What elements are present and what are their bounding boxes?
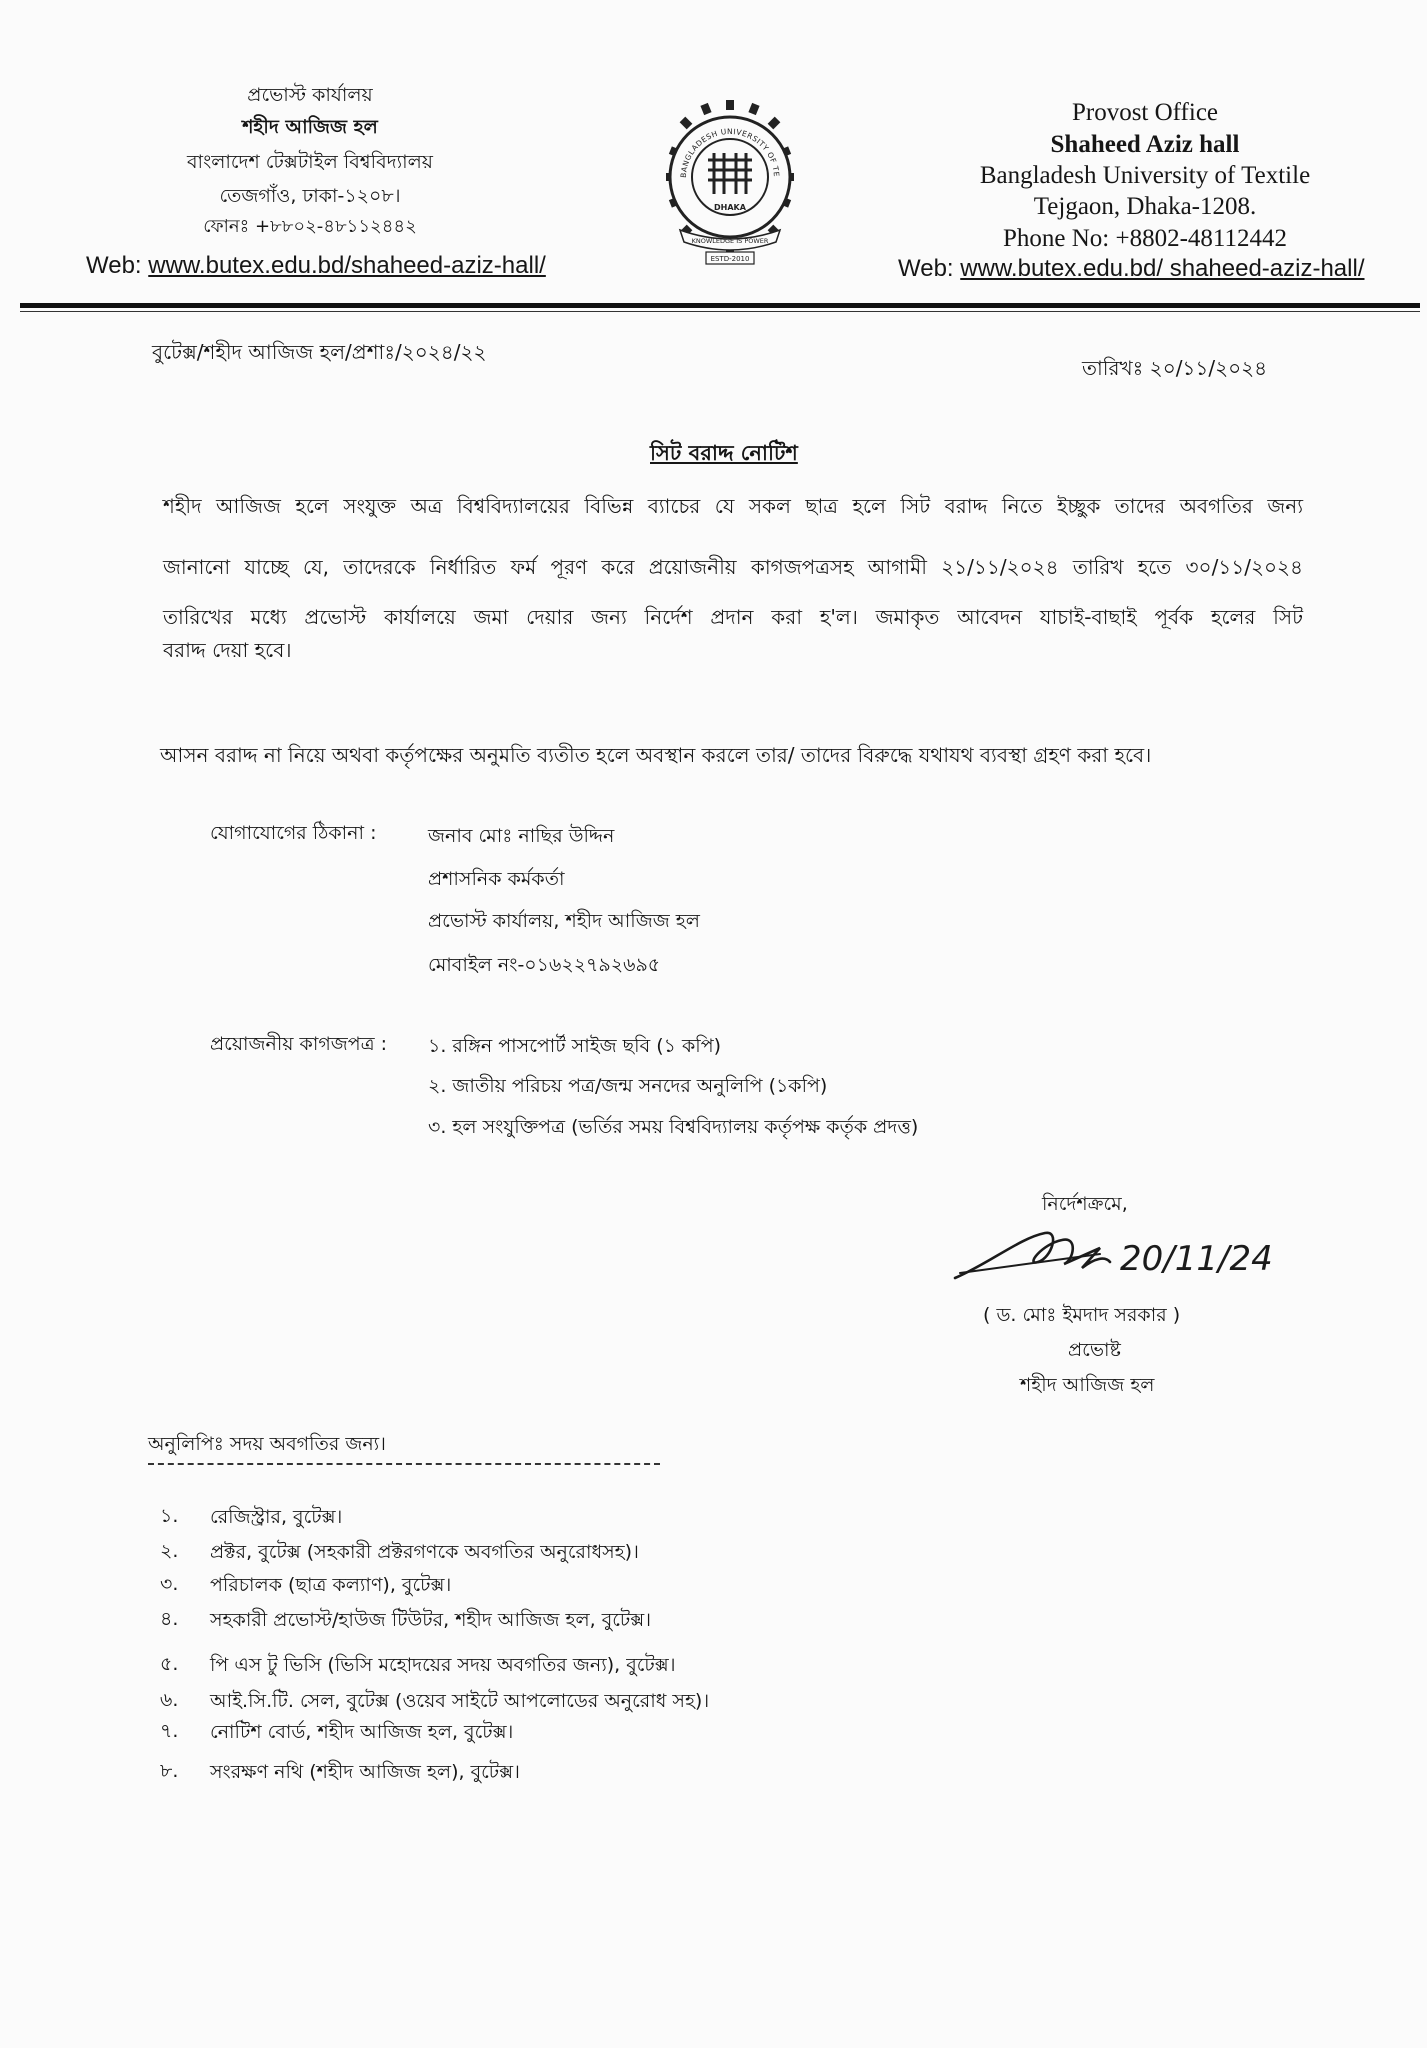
signature-date: 20/11/24 [1120,1239,1273,1279]
website-right [898,255,1365,283]
copy-recipient: পরিচালক (ছাত্র কল্যাণ), বুটেক্স। [210,1574,452,1596]
copy-number: ৭. [160,1720,179,1742]
header-divider-thin [20,311,1420,312]
office-name-en: Provost Office [1071,99,1219,126]
header-divider-thick [20,303,1420,308]
signatory-hall: শহীদ আজিজ হল [1020,1374,1155,1396]
contact-mobile: মোবাইল নং-০১৬২২৭৯২৬৯৫ [428,954,661,976]
copies-title: অনুলিপিঃ সদয় অবগতির জন্য। [148,1433,386,1455]
copy-recipient: প্রক্টর, বুটেক্স (সহকারী প্রক্টরগণকে অবগতির অনুরোধসহ)। [210,1541,639,1563]
university-name-en: Bangladesh University of Textile [979,162,1311,189]
contact-label: যোগাযোগের ঠিকানা : [210,822,377,844]
contact-office: প্রভোস্ট কার্যালয়, শহীদ আজিজ হল [428,910,700,932]
copies-divider [148,1463,660,1465]
paragraph-line: বরাদ্দ দেয়া হবে। [163,638,292,662]
documents-label: প্রয়োজনীয় কাগজপত্র : [210,1033,388,1055]
memo-date: তারিখঃ ২০/১১/২০২৪ [1082,356,1268,380]
hall-name-en: Shaheed Aziz hall [1050,131,1240,158]
copy-recipient: সংরক্ষণ নথি (শহীদ আজিজ হল), বুটেক্স। [210,1761,520,1783]
paragraph-line: তারিখের মধ্যে প্রভোস্ট কার্যালয়ে জমা দেয়ার জন্য নির্দেশ প্রদান করা হ'ল। জমাকৃত আবেদন যাচাই-বাছাই পূর্বক হলের সিট [163,605,1303,629]
copy-number: ২. [160,1540,179,1562]
university-logo [666,98,794,268]
copy-recipient: সহকারী প্রভোস্ট/হাউজ টিউটর, শহীদ আজিজ হল, বুটেক্স। [210,1609,652,1631]
paragraph-line: জানানো যাচ্ছে যে, তাদেরকে নির্ধারিত ফর্ম পূরণ করে প্রয়োজনীয় কাগজপত্রসহ আগামী ২১/১১/২০২৪ তারিখ হতে ৩০/১১/২০২৪ [163,555,1303,579]
web-label-right: Web: [898,255,961,282]
web-label-left: Web: [86,252,149,279]
address-en: Tejgaon, Dhaka-1208. [1033,193,1257,220]
paragraph-line: শহীদ আজিজ হলে সংযুক্ত অত্র বিশ্ববিদ্যালয়ের বিভিন্ন ব্যাচের যে সকল ছাত্র হলে সিট বরাদ্দ নিতে ইচ্ছুক তাদের অবগতির জন্য [163,494,1303,518]
hall-name-bn: শহীদ আজিজ হল [242,116,378,138]
document-item: ১. রঙ্গিন পাসপোর্ট সাইজ ছবি (১ কপি) [428,1035,722,1057]
copy-number: ৪. [160,1608,179,1630]
contact-name: জনাব মোঃ নাছির উদ্দিন [428,825,615,847]
phone-bn: ফোনঃ +৮৮০২-৪৮১১২৪৪২ [203,216,417,237]
copy-number: ৫. [160,1653,179,1675]
phone-en: Phone No: +8802-48112442 [1003,225,1287,252]
copy-number: ১. [160,1505,179,1527]
handwritten-signature [950,1218,1280,1288]
copy-recipient: নোটিশ বোর্ড, শহীদ আজিজ হল, বুটেক্স। [210,1721,514,1743]
document-item: ৩. হল সংযুক্তিপত্র (ভর্তির সময় বিশ্ববিদ্যালয় কর্তৃপক্ষ কর্তৃক প্রদত্ত) [428,1116,919,1138]
copy-recipient: আই.সি.টি. সেল, বুটেক্স (ওয়েব সাইটে আপলোডের অনুরোধ সহ)। [210,1690,710,1712]
logo-arc-text: BANGLADESH UNIVERSITY OF TE [678,126,782,179]
logo-estd: ESTD-2010 [710,255,750,263]
copy-number: ৬. [160,1689,179,1711]
address-bn: তেজগাঁও, ঢাকা-১২০৮। [219,185,401,207]
copy-recipient: রেজিস্ট্রার, বুটেক্স। [210,1506,343,1528]
copy-number: ৮. [160,1760,179,1782]
document-item: ২. জাতীয় পরিচয় পত্র/জন্ম সনদের অনুলিপি (১কপি) [428,1075,828,1097]
memo-reference: বুটেক্স/শহীদ আজিজ হল/প্রশাঃ/২০২৪/২২ [152,340,487,364]
notice-title: সিট বরাদ্দ নোটিশ [650,441,798,465]
website-left [86,252,546,280]
by-order-text: নির্দেশক্রমে, [1042,1193,1128,1215]
university-seal-icon [666,98,794,268]
website-link-right[interactable]: www.butex.edu.bd/ shaheed-aziz-hall/ [960,255,1365,282]
website-link-left[interactable]: www.butex.edu.bd/shaheed-aziz-hall/ [148,252,546,279]
copy-number: ৩. [160,1573,179,1595]
university-name-bn: বাংলাদেশ টেক্সটাইল বিশ্ববিদ্যালয় [186,151,433,173]
office-name-bn: প্রভোস্ট কার্যালয় [247,84,373,106]
contact-designation: প্রশাসনিক কর্মকর্তা [428,868,565,890]
logo-city: DHAKA [714,203,746,212]
notice-paragraph-2: আসন বরাদ্দ না নিয়ে অথবা কর্তৃপক্ষের অনুমতি ব্যতীত হলে অবস্থান করলে তার/ তাদের বিরুদ্ধে যথাযথ ব্যবস্থা গ্রহণ করা হবে। [160,743,1152,767]
logo-motto: KNOWLEDGE IS POWER [691,237,769,245]
copy-recipient: পি এস টু ভিসি (ভিসি মহোদয়ের সদয় অবগতির জন্য), বুটেক্স। [210,1654,676,1676]
signatory-designation: প্রভোষ্ট [1068,1339,1121,1361]
signatory-name: ( ড. মোঃ ইমদাদ সরকার ) [983,1304,1181,1326]
